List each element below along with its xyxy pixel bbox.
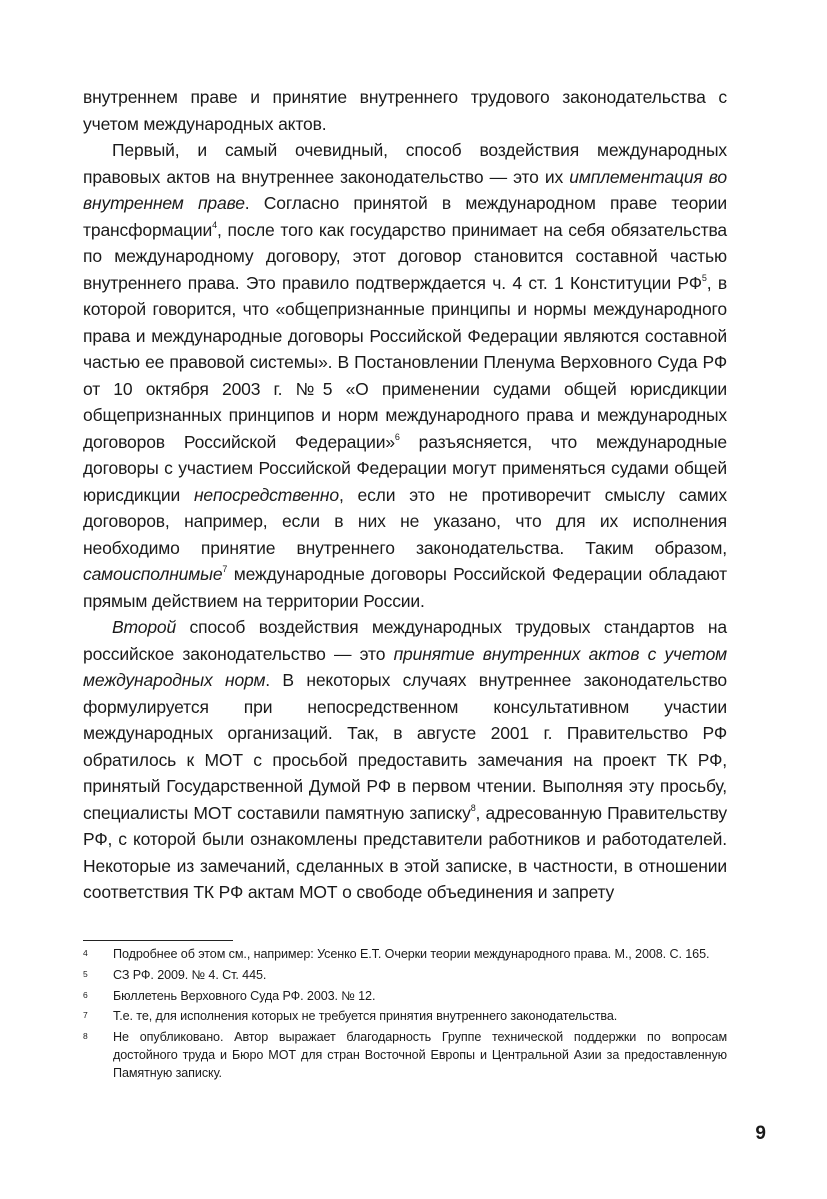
footnote-text: Т.е. те, для исполнения которых не требуется принятия внутреннего законодательства. (113, 1009, 618, 1024)
footnote-text: Подробнее об этом см., например: Усенко Е.Т. Очерки теории международного права. М., 2008. С. 165. (113, 947, 710, 961)
italic-term: принятие внутренних актов с учетом международных норм (83, 643, 727, 690)
footnote-number: 5 (83, 968, 88, 979)
footnote-7 (83, 1008, 727, 1026)
paragraph-text: международные договоры Российской Федерации обладают прямым действием на территории России. (83, 564, 727, 611)
footnote-divider (83, 940, 233, 941)
paragraph-3 (83, 614, 727, 906)
footnote-text: СЗ РФ. 2009. № 4. Ст. 445. (113, 967, 267, 982)
footnote-ref: 5 (701, 272, 707, 283)
page-number: 9 (755, 1123, 766, 1144)
paragraph-text: , если это не противоречит смыслу самих договоров, например, если в них не указано, что для их исполнения необходимо принятие внутреннего законодательства. Таким образом, (83, 484, 727, 558)
paragraph-1 (83, 84, 727, 137)
paragraph-2 (83, 137, 727, 614)
footnote-ref: 4 (212, 219, 218, 230)
paragraph-text: , адресованную Правительству РФ, с которой были ознакомлены представители работников и работодателей. Некоторые из замечаний, сделанных в этой записке, в частности, в отношении соответствия ТК РФ актам МОТ о свободе объединения и запрету (83, 802, 727, 902)
paragraph-text: Первый, и самый очевидный, способ воздействия международных правовых актов на внутреннее законодательство — это их (83, 140, 727, 187)
footnote-4 (83, 946, 727, 964)
italic-term: Второй (112, 617, 177, 637)
paragraph-text: , после того как государство принимает на себя обязательства по международному договору, этот договор становится составной частью внутреннего права. Это правило подтверждается ч. 4 ст. 1 Конституции РФ (83, 219, 727, 293)
italic-term: имплементация во внутреннем праве (83, 166, 727, 213)
footnote-ref: 7 (222, 564, 228, 575)
footnote-ref: 8 (470, 802, 476, 813)
footnote-5 (83, 967, 727, 985)
footnote-text: Не опубликовано. Автор выражает благодарность Группе технической поддержки по вопросам достойного труда и Бюро МОТ для стран Восточной Европы и Центральной Азии за предоставленную Памятную записку. (113, 1030, 727, 1080)
paragraph-text: разъясняется, что международные договоры с участием Российской Федерации могут применяться судами общей юрисдикции (83, 431, 727, 505)
italic-term: самоисполнимые (83, 564, 223, 584)
footnotes (83, 946, 727, 1086)
footnote-8 (83, 1029, 727, 1082)
footnote-number: 6 (83, 989, 88, 1000)
footnote-6 (83, 988, 727, 1006)
paragraph-text: , в которой говорится, что «общепризнанные принципы и нормы международного права и международные договоры Российской Федерации являются составной частью ее правовой системы». В Постановлении Пленума Верховного Суда РФ от 10 октября 2003 г. №5 «О применении судами общей юрисдикции общепризнанных принципов и норм международного права и международных договоров Российской Федерации» (83, 272, 728, 452)
paragraph-text: . Согласно принятой в международном праве теории трансформации (83, 193, 727, 240)
italic-term: непосредственно (193, 484, 339, 505)
main-text (83, 84, 727, 906)
paragraph-text: внутреннем праве и принятие внутреннего трудового законодательства с учетом международных актов. (83, 87, 727, 134)
paragraph-text: . В некоторых случаях внутреннее законодательство формулируется при непосредственном консультативном участии международных организаций. Так, в августе 2001 г. Правительство РФ обратилось к МОТ с просьбой предоставить замечания на проект ТК РФ, принятый Государственной Думой РФ в первом чтении. Выполняя эту просьбу, специалисты МОТ составили памятную записку (83, 670, 727, 823)
footnote-number: 7 (83, 1010, 88, 1021)
footnote-ref: 6 (394, 431, 400, 442)
footnote-number: 4 (83, 948, 88, 958)
paragraph-text: способ воздействия международных трудовых стандартов на российское законодательство — это (83, 617, 727, 664)
footnote-number: 8 (83, 1031, 88, 1042)
footnote-text: Бюллетень Верховного Суда РФ. 2003. № 12. (113, 988, 376, 1003)
